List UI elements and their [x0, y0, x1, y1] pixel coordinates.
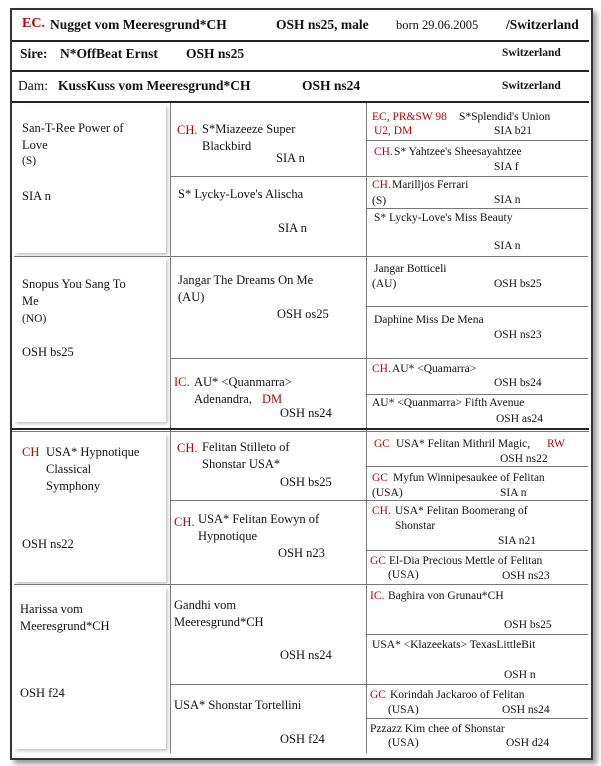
g2-d-code: OSH ns24: [280, 406, 332, 420]
g3-i-title: RW: [547, 438, 565, 450]
g3-divider: [366, 140, 588, 141]
g3-e-line2: (AU): [372, 278, 397, 290]
pedigree-header: [12, 10, 589, 40]
g1-b-line2: Me: [22, 294, 39, 308]
g3-l-line1: El-Dia Precious Mettle of Felitan: [389, 555, 543, 567]
header-title: Nugget vom Meeresgrund*CH: [50, 17, 227, 32]
g2-e-code: OSH bs25: [280, 475, 332, 489]
g3-l-code: OSH ns23: [502, 570, 550, 582]
g3-divider: [366, 394, 588, 395]
g3-divider: [366, 176, 588, 177]
g2-f-code: OSH n23: [278, 546, 325, 560]
g3-o-prefix: GC: [370, 689, 386, 701]
g2-a-code: SIA n: [276, 151, 305, 165]
g3-c-line1: Marilljos Ferrari: [392, 179, 469, 191]
header-title-prefix: EC.: [22, 16, 45, 31]
g2-divider: [170, 584, 366, 585]
g3-k-line2: Shonstar: [395, 520, 436, 532]
g1-d-code: OSH f24: [20, 686, 65, 700]
g1-a-line2: Love: [22, 138, 48, 152]
g2-d-title: DM: [262, 392, 283, 406]
g2-divider: [170, 256, 366, 257]
g3-o-code: OSH ns24: [502, 704, 550, 716]
g1-d-line1: Harissa vom: [20, 602, 83, 616]
g3-j-prefix: GC: [372, 472, 388, 484]
g2-divider: [170, 684, 366, 685]
g3-k-prefix: CH.: [372, 505, 391, 517]
g2-divider: [170, 500, 366, 501]
g2-e-line2: Shonstar USA*: [202, 457, 281, 471]
g3-divider: [366, 684, 588, 685]
dam-divider: [12, 101, 589, 103]
g1-a-line3: (S): [22, 155, 37, 167]
g3-l-line2: (USA): [388, 569, 419, 581]
g3-divider: [366, 718, 588, 719]
g1-divider: [14, 256, 170, 257]
g3-d-line1: S* Lycky-Love's Miss Beauty: [374, 212, 513, 224]
header-breed: OSH ns25, male: [276, 17, 369, 32]
g3-g-line1: AU* <Quamarra>: [392, 363, 477, 375]
g2-c-code: OSH os25: [277, 307, 329, 321]
g3-j-code: SIA n: [500, 487, 527, 499]
g3-d-code: SIA n: [494, 240, 521, 252]
g2-a-prefix: CH.: [177, 123, 198, 137]
g2-g-line1: Gandhi vom: [174, 598, 237, 612]
dam-label: Dam:: [18, 78, 48, 93]
sire-label: Sire:: [20, 46, 48, 61]
g3-e-line1: Jangar Botticeli: [374, 263, 447, 275]
g1-a-code: SIA n: [22, 189, 51, 203]
g1-c-line2: Classical: [46, 462, 92, 476]
g3-i-code: OSH ns22: [500, 453, 548, 465]
sire-name: N*OffBeat Ernst: [60, 46, 158, 61]
g2-g-line2: Meeresgrund*CH: [174, 615, 264, 629]
g3-divider: [366, 500, 588, 501]
header-country: /Switzerland: [506, 17, 579, 32]
g2-divider: [170, 358, 366, 359]
g1-b-line1: Snopus You Sang To: [22, 277, 126, 291]
g2-e-line1: Felitan Stilleto of: [202, 440, 290, 454]
g2-b-line1: S* Lycky-Love's Alischa: [178, 187, 304, 201]
g3-f-code: OSH ns23: [494, 329, 542, 341]
g3-i-prefix: GC: [374, 438, 390, 450]
g2-f-line1: USA* Felitan Eowyn of: [198, 512, 320, 526]
g3-a-title: U2, DM: [374, 125, 413, 137]
g3-n-line1: USA* <Klazeekats> TexasLittleBit: [372, 639, 536, 651]
sire-row: [12, 42, 589, 70]
dam-country: Switzerland: [502, 80, 561, 92]
dam-row: [12, 72, 589, 100]
g3-divider: [366, 634, 588, 635]
g3-c-line2: (S): [372, 195, 387, 207]
g3-j-line2: (USA): [372, 487, 403, 499]
g1-b-line3: (NO): [22, 313, 47, 325]
g2-f-prefix: CH.: [174, 515, 195, 529]
g3-b-code: SIA f: [494, 161, 519, 173]
g2-d-line2: Adenandra,: [194, 392, 252, 406]
g2-c-line1: Jangar The Dreams On Me: [178, 273, 314, 287]
g3-m-prefix: IC.: [370, 590, 385, 602]
dam-name: KussKuss vom Meeresgrund*CH: [58, 78, 251, 93]
sire-code: OSH ns25: [186, 46, 245, 61]
header-born: born 29.06.2005: [396, 18, 479, 32]
g3-p-line1: Pzzazz Kim chee of Shonstar: [370, 723, 505, 735]
g3-divider: [366, 208, 588, 209]
half-divider-2: [12, 431, 589, 432]
g3-a-code: SIA b21: [494, 125, 533, 137]
g2-h-code: OSH f24: [280, 732, 325, 746]
g3-g-code: OSH bs24: [494, 377, 542, 389]
g2-c-line2: (AU): [178, 290, 205, 304]
g3-j-line1: Myfun Winnipesaukee of Felitan: [393, 472, 545, 484]
g2-a-line1: S*Miazeeze Super: [202, 122, 296, 136]
g2-g-code: OSH ns24: [280, 648, 332, 662]
g2-divider: [170, 176, 366, 177]
g3-m-line1: Baghira von Grunau*CH: [388, 590, 504, 602]
g1-c-code: OSH ns22: [22, 537, 74, 551]
g2-f-line2: Hypnotique: [198, 529, 258, 543]
g1-c-line1: USA* Hypnotique: [46, 445, 140, 459]
g1-divider: [14, 584, 170, 585]
g3-f-line1: Daphine Miss De Mena: [374, 314, 484, 326]
g3-divider: [366, 306, 588, 307]
g2-h-line1: USA* Shonstar Tortellini: [174, 698, 302, 712]
g2-e-prefix: CH.: [177, 441, 198, 455]
sire-country: Switzerland: [502, 47, 561, 59]
g2-a-line2: Blackbird: [202, 139, 252, 153]
g3-o-line1: Korindah Jackaroo of Felitan: [390, 689, 525, 701]
g2-d-prefix: IC.: [174, 375, 190, 389]
g3-k-line1: USA* Felitan Boomerang of: [395, 505, 528, 517]
g3-o-line2: (USA): [388, 704, 419, 716]
g3-divider: [366, 584, 588, 585]
g3-a-line1: S*Splendid's Union: [459, 111, 551, 123]
g2-d-line1: AU* <Quanmarra>: [194, 375, 292, 389]
g3-c-prefix: CH.: [372, 179, 391, 191]
dam-code: OSH ns24: [302, 78, 361, 93]
g3-m-code: OSH bs25: [504, 619, 552, 631]
half-divider: [12, 428, 589, 430]
g3-divider: [366, 550, 588, 551]
g3-b-line1: S* Yahtzee's Sheesayahtzee: [394, 146, 522, 158]
g1-b-code: OSH bs25: [22, 345, 74, 359]
g3-divider: [366, 358, 588, 359]
g3-p-line2: (USA): [388, 737, 419, 749]
g3-g-prefix: CH.: [372, 363, 391, 375]
g1-d-line2: Meeresgrund*CH: [20, 619, 110, 633]
g3-divider: [366, 256, 588, 257]
g3-c-code: SIA n: [494, 194, 521, 206]
g3-p-code: OSH d24: [506, 737, 550, 749]
g2-b-code: SIA n: [278, 221, 307, 235]
g1-c-line3: Symphony: [46, 479, 101, 493]
g3-b-prefix: CH.: [374, 146, 393, 158]
g1-c-prefix: CH: [22, 445, 40, 459]
g3-n-code: OSH n: [504, 669, 536, 681]
g1-a-line1: San-T-Ree Power of: [22, 121, 124, 135]
g3-h-code: OSH as24: [496, 413, 543, 425]
g3-a-prefix: EC, PR&SW 98: [372, 111, 447, 123]
g3-k-code: SIA n21: [498, 535, 537, 547]
g3-divider: [366, 466, 588, 467]
g3-l-prefix: GC: [370, 555, 386, 567]
g3-i-line1: USA* Felitan Mithril Magic,: [396, 438, 531, 450]
g3-e-code: OSH bs25: [494, 278, 542, 290]
g3-h-line1: AU* <Quanmarra> Fifth Avenue: [372, 397, 525, 409]
